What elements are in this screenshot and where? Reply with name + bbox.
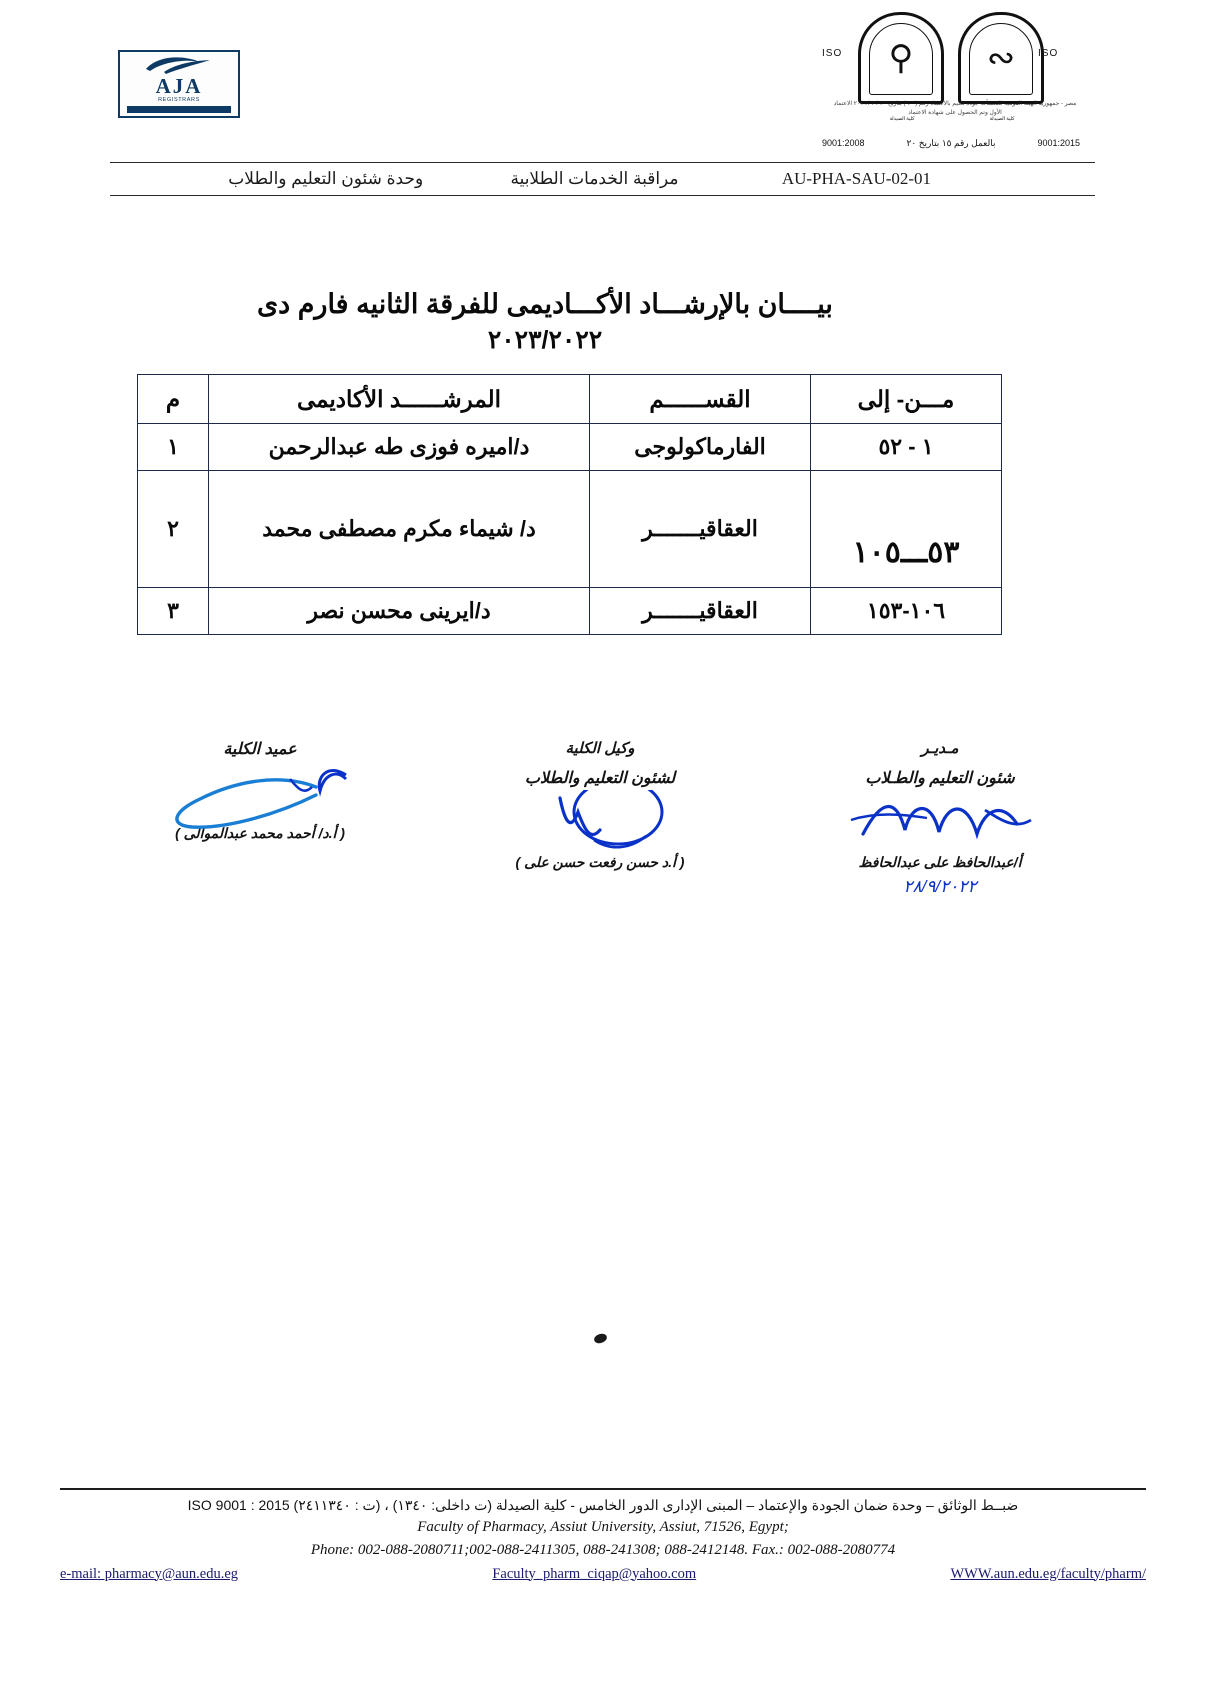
footer-faculty-address: Faculty of Pharmacy, Assiut University, Assiut, 71526, Egypt; [417, 1519, 789, 1535]
iso-code-right: 9001:2015 [1037, 138, 1080, 148]
table-row [138, 424, 1002, 471]
signature-block-vice-dean [430, 735, 770, 935]
footer-contact-links [60, 1566, 1146, 1583]
signature-title: مـديـر [921, 740, 959, 757]
signature-subtitle: عميد الكلية [223, 741, 297, 758]
table-row [138, 471, 1002, 588]
cell-index: ٢ [138, 471, 209, 588]
footer-phone-line: Phone: 002-088-2080711;002-088-2411305, 088-241308; 088-2412148. Fax.: 002-088-2080774 [310, 1542, 896, 1559]
document-code: AU-PHA-SAU-02-01 [781, 169, 932, 188]
seal-left-caption: كلية الصيدلة [889, 117, 915, 122]
footer-website[interactable]: WWW.aun.edu.eg/faculty/pharm/ [950, 1565, 1146, 1582]
aja-wordmark: AJA [155, 74, 203, 99]
cell-range-value: ٥٣ـــ١٠٥ [852, 535, 960, 569]
cell-range [811, 471, 1002, 588]
academic-year: ٢٠٢٣/٢٠٢٢ [487, 325, 603, 354]
aja-logo-bar [127, 106, 231, 113]
column-header-name: المرشــــــد الأكاديمى [209, 375, 590, 424]
handwritten-signature [90, 767, 430, 829]
document-code-bar [110, 162, 1095, 196]
footer-email-primary[interactable]: e-mail: pharmacy@aun.edu.eg [60, 1565, 239, 1582]
cell-dept: العقاقيـــــــر [590, 471, 811, 588]
accreditation-microtext: مصر - جمهورية الهيئة القومية للمنشآت جودة تعليم بالاعتماد رقم ( ١٠ ) بتاريخ ٢٠ / ٢ / ٢٠١٦ الاعتماد الأول وتم الحصول على شهادة الاعتماد [833, 101, 1077, 116]
footer-email-secondary[interactable]: Faculty_pharm_ciqap@yahoo.com [492, 1565, 697, 1582]
column-header-dept: القســــــم [590, 375, 811, 424]
signature-name: أ/عبدالحافظ على عبدالحافظ [858, 853, 1022, 870]
iso-code-row [822, 138, 1080, 149]
signature-subtitle: لشئون التعليم والطلاب [524, 769, 676, 787]
signature-name: ( أ.د/ أحمد محمد عبدالموالى ) [175, 825, 345, 842]
aja-subtitle: REGISTRARS [158, 97, 200, 104]
signature-block-director [770, 735, 1110, 935]
handwritten-signature [430, 796, 770, 858]
column-header-index: م [138, 375, 209, 424]
cell-advisor-name: د/ايرينى محسن نصر [209, 588, 590, 635]
cell-index: ١ [138, 424, 209, 471]
aja-registrars-logo [118, 50, 240, 118]
signature-block-dean [90, 735, 430, 935]
cell-index: ٣ [138, 588, 209, 635]
academic-advisors-table [137, 374, 1002, 635]
footer-arabic-line: ضبــط الوثائق – وحدة ضمان الجودة والإعتماد – المبنى الإدارى الدور الخامس - كلية الصيدلة (ت داخلى: ١٣٤٠) ، (ت : ٢٤١١٣٤٠) ISO 9001 : 2015 [187, 1497, 1019, 1513]
column-header-range: مـــن- إلى [811, 375, 1002, 424]
cell-advisor-name: د/اميره فوزى طه عبدالرحمن [209, 424, 590, 471]
iso-code-left: 9001:2008 [822, 138, 865, 148]
page-footer [60, 1488, 1146, 1583]
signature-subtitle: شئون التعليم والطـلاب [865, 769, 1015, 787]
signature-title: وكيل الكلية [565, 740, 635, 757]
cell-dept: الفارماكولوجى [590, 424, 811, 471]
iso-label-left: ISO [822, 48, 843, 59]
cell-range: ١ - ٥٢ [811, 424, 1002, 471]
scan-artifact-dot [593, 1332, 608, 1345]
cell-advisor-name: د/ شيماء مكرم مصطفى محمد [209, 471, 590, 588]
handwritten-signature [770, 796, 1110, 858]
aja-swoosh-icon [144, 53, 214, 75]
iso-label-right: ISO [1038, 48, 1059, 59]
signature-name: ( أ.د حسن رفعت حسن على ) [515, 853, 685, 870]
page-title: بيــــان بالإرشـــاد الأكـــاديمى للفرقة الثانيه فارم دى [257, 289, 833, 319]
department-label: مراقبة الخدمات الطلابية [510, 169, 679, 188]
cell-dept: العقاقيـــــــر [590, 588, 811, 635]
seal-right-caption: كلية الصيدلة [989, 117, 1015, 122]
mortar-pestle-icon: ⚲ [888, 40, 914, 77]
table-row [138, 588, 1002, 635]
iso-code-mid: بالعمل رقم ١٥ بتاريخ ٢٠ [906, 138, 996, 148]
serpent-bowl-icon: ∾ [986, 40, 1016, 77]
table-header-row [138, 375, 1002, 424]
signature-date: ٢٨/٩/٢٠٢٢ [903, 876, 977, 896]
signature-area [90, 735, 1110, 935]
unit-label: وحدة شئون التعليم والطلاب [228, 169, 424, 188]
page-title-block [130, 288, 960, 356]
cell-range: ١٠٦-١٥٣ [811, 588, 1002, 635]
